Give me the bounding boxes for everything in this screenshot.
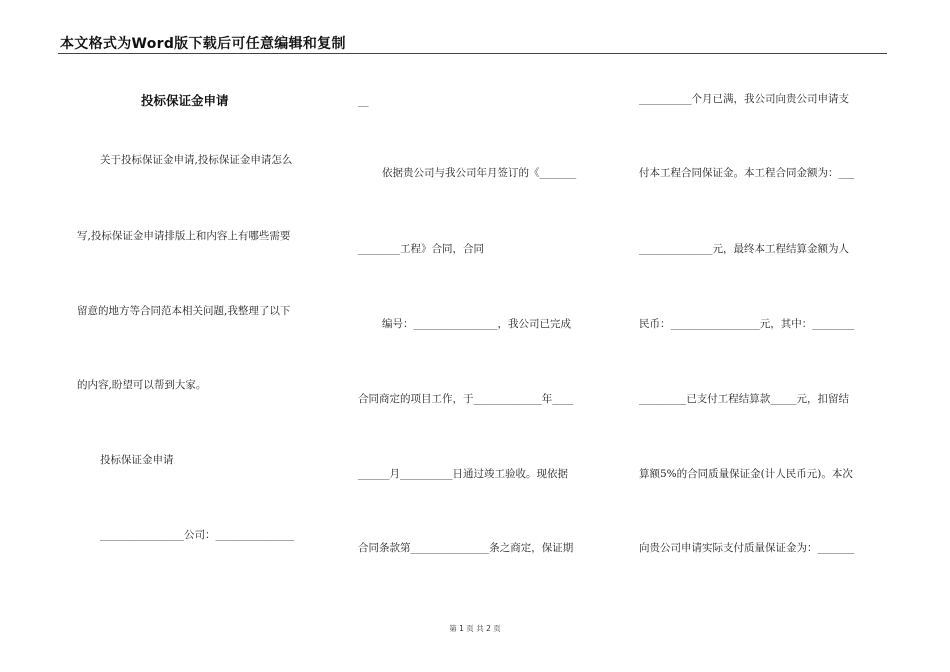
paragraph-line: 留意的地方等合同范本相关问题,我整理了以下 <box>77 305 291 317</box>
paragraph-line: __ <box>358 95 369 107</box>
paragraph-line: 编号：________________，我公司已完成 <box>382 318 571 330</box>
page-number: 第 1 页 共 2 页 <box>449 624 501 633</box>
paragraph-line: ______月__________日通过竣工验收。现依据 <box>358 468 568 480</box>
document-title: 投标保证金申请 <box>141 93 229 108</box>
section-heading: 投标保证金申请 <box>100 454 174 466</box>
paragraph-line: 的内容,盼望可以帮到大家。 <box>77 379 207 391</box>
paragraph-line: ________________公司：_______________ <box>100 529 295 541</box>
paragraph-line: 民币：_________________元，其中：________ <box>639 318 855 330</box>
paragraph-line: 合同条款第_______________条之商定，保证期 <box>358 542 574 554</box>
paragraph-line: 写,投标保证金申请排版上和内容上有哪些需要 <box>77 230 291 242</box>
paragraph-line: 合同商定的项目工作，于_____________年____ <box>358 393 574 405</box>
paragraph-line: ______________元，最终本工程结算金额为人 <box>639 243 849 255</box>
document-header-title: 本文格式为Word版下载后可任意编辑和复制 <box>60 36 346 52</box>
paragraph-line: 付本工程合同保证金。本工程合同金额为：___ <box>639 167 855 179</box>
header-divider <box>58 53 887 54</box>
paragraph-line: __________个月已满，我公司向贵公司申请支 <box>639 93 849 105</box>
paragraph-line: 依据贵公司与我公司年月签订的《_______ <box>382 167 577 179</box>
paragraph-line: 算额5%的合同质量保证金(计人民币元)。本次 <box>639 468 853 480</box>
paragraph-line: _________已支付工程结算款_____元，扣留结 <box>639 393 849 405</box>
paragraph-line: 关于投标保证金申请,投标保证金申请怎么 <box>100 154 293 166</box>
paragraph-line: ________工程》合同，合同 <box>358 243 484 255</box>
paragraph-line: 向贵公司申请实际支付质量保证金为：_______ <box>639 542 855 554</box>
